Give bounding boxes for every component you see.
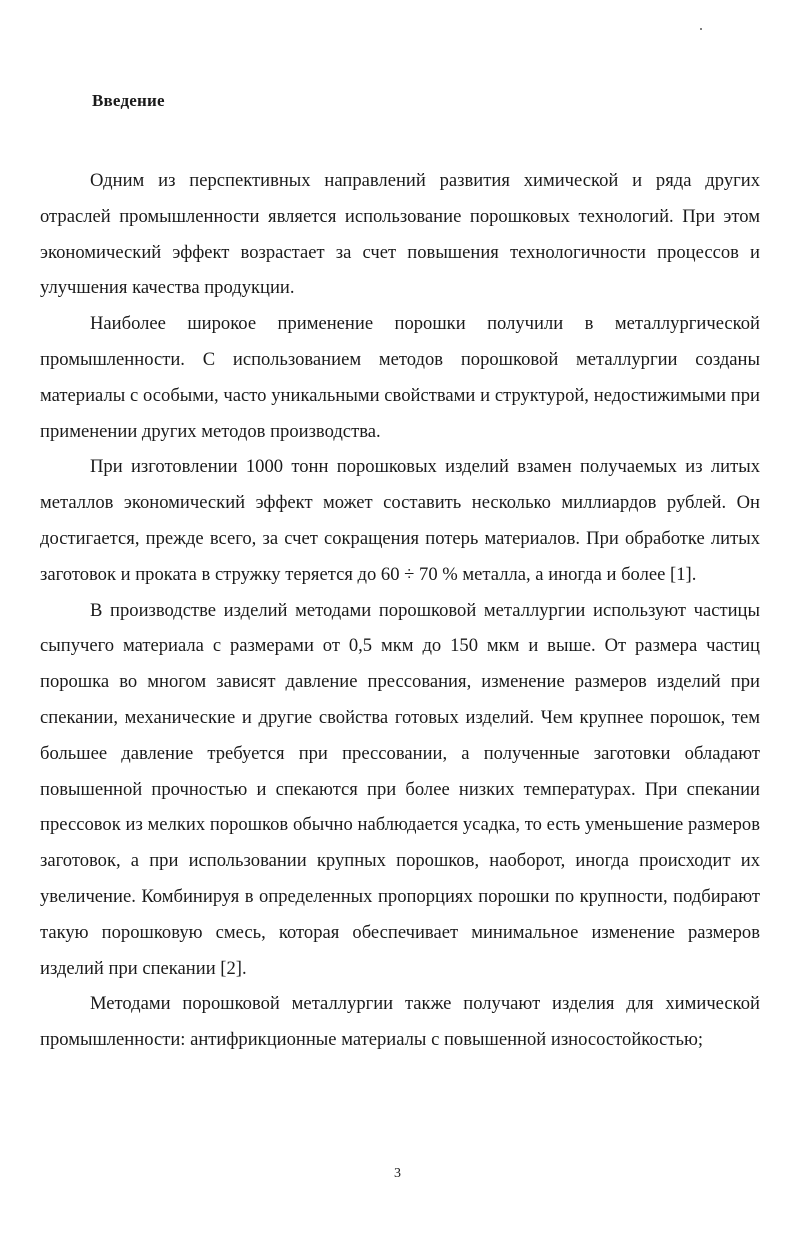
paragraph: Наиболее широкое применение порошки получили в металлургической промышленности. С использованием методов порошковой металлургии созданы материалы с особыми, часто уникальными свойствами и структурой, недостижимыми при применении других методов производства. [40, 313, 760, 442]
paragraph: Методами порошковой металлургии также получают изделия для химической промышленности: антифрикционные материалы с повышенной износостойкостью; [40, 993, 760, 1051]
paragraph: При изготовлении 1000 тонн порошковых изделий взамен получаемых из литых металлов экономический эффект может составить несколько миллиардов рублей. Он достигается, прежде всего, за счет сокращения потерь материалов. При обработке литых заготовок и проката в стружку теряется до 60 ÷ 70 % металла, а иногда и более [1]. [40, 456, 760, 585]
paragraph: В производстве изделий методами порошковой металлургии используют частицы сыпучего материала с размерами от 0,5 мкм до 150 мкм и выше. От размера частиц порошка во многом зависят давление прессования, изменение размеров изделий при спекании, механические и другие свойства готовых изделий. Чем крупнее порошок, тем большее давление требуется при прессовании, а полученные заготовки обладают повышенной прочностью и спекаются при более низких температурах. При спекании прессовок из мелких порошков обычно наблюдается усадка, то есть уменьшение размеров заготовок, а при использовании крупных порошков, наоборот, иногда происходит их увеличение. Комбинируя в определенных пропорциях порошки по крупности, подбирают такую порошковую смесь, которая обеспечивает минимальное изменение размеров изделий при спекании [2]. [40, 599, 760, 979]
section-heading: Введение [92, 91, 165, 110]
body-text [40, 163, 760, 1058]
page-number: 3 [394, 1166, 401, 1181]
paragraph: Одним из перспективных направлений развития химической и ряда других отраслей промышленности является использование порошковых технологий. При этом экономический эффект возрастает за счет повышения технологичности процессов и улучшения качества продукции. [40, 170, 760, 299]
scan-speck [700, 28, 702, 30]
